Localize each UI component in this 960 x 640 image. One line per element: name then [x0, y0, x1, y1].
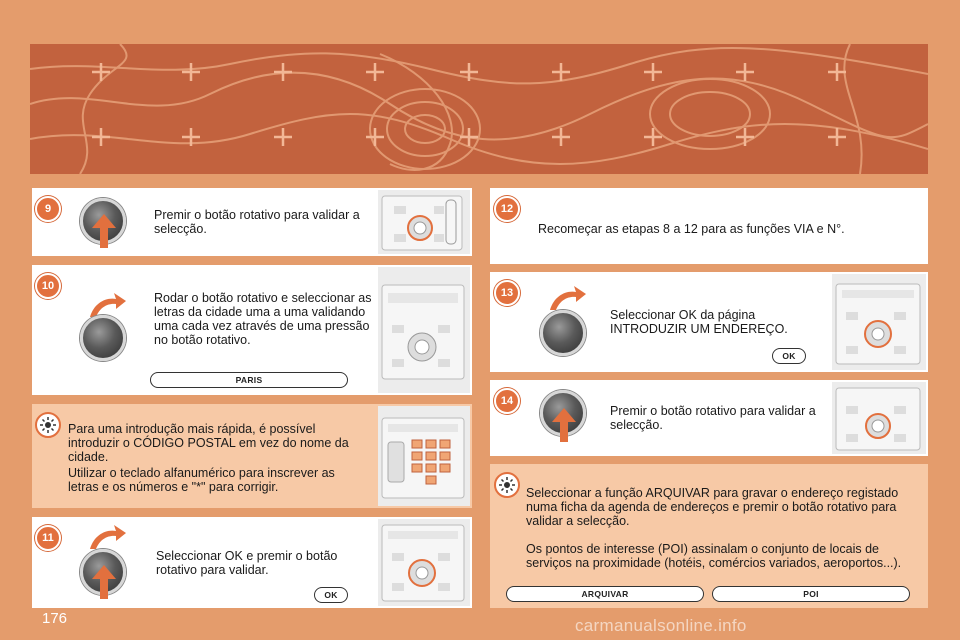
rotate-arrow-icon	[548, 284, 588, 312]
tip-sun-icon	[35, 412, 61, 438]
step-10-card	[32, 265, 472, 395]
watermark-text: carmanualsonline.info	[575, 616, 747, 635]
keypad-unit-image	[378, 406, 470, 506]
radio-unit-image	[832, 274, 926, 370]
tip-sun-icon	[494, 472, 520, 498]
paris-display-label: PARIS	[150, 372, 348, 388]
radio-unit-image	[378, 519, 470, 606]
tip-text-poi: Os pontos de interesse (POI) assinalam o conjunto de locais de serviços na proximidade (hotéis, comércios variados, aeroportos...).	[526, 542, 902, 570]
step-text: Premir o botão rotativo para validar a selecção.	[154, 208, 360, 236]
ok-display-label: OK	[772, 348, 806, 364]
press-arrow-icon	[92, 565, 116, 599]
step-number-badge: 14	[494, 388, 520, 414]
step-12-card	[490, 188, 928, 264]
step-14-card	[490, 380, 928, 456]
step-number-badge: 10	[35, 273, 61, 299]
step-text: Seleccionar OK e premir o botão rotativo para validar.	[156, 549, 338, 577]
step-number-badge: 13	[494, 280, 520, 306]
radio-unit-image	[832, 382, 926, 454]
rotate-arrow-icon	[88, 523, 128, 551]
tip-card-archive	[490, 464, 928, 608]
press-arrow-icon	[92, 214, 116, 248]
step-text: Seleccionar OK da página INTRODUZIR UM ENDEREÇO.	[610, 308, 788, 336]
ok-display-label: OK	[314, 587, 348, 603]
step-text: Premir o botão rotativo para validar a selecção.	[610, 404, 816, 432]
step-number-badge: 12	[494, 196, 520, 222]
arquivar-display-label: ARQUIVAR	[506, 586, 704, 602]
header-banner	[30, 44, 928, 174]
step-text: Recomeçar as etapas 8 a 12 para as funções VIA e N°.	[538, 222, 845, 236]
radio-unit-image	[378, 267, 470, 393]
step-text: Rodar o botão rotativo e seleccionar as letras da cidade uma a uma validando uma cada vez através de uma pressão no botão rotativo.	[154, 291, 372, 347]
radio-unit-image	[378, 190, 470, 254]
topographic-map-decoration	[30, 44, 928, 174]
step-13-card	[490, 272, 928, 372]
step-11-card	[32, 517, 472, 608]
page-number: 176	[42, 610, 68, 627]
tip-text-keyboard: Utilizar o teclado alfanumérico para inscrever as letras e os números e "*" para corrigir.	[68, 466, 335, 494]
tip-card-postal-code	[32, 404, 472, 508]
press-arrow-icon	[552, 408, 576, 442]
rotary-knob-icon	[540, 310, 586, 356]
step-9-card	[32, 188, 472, 256]
step-number-badge: 9	[35, 196, 61, 222]
tip-text-archive: Seleccionar a função ARQUIVAR para gravar o endereço registado numa ficha da agenda de endereços e premir o botão rotativo para validar a selecção.	[526, 486, 899, 528]
poi-display-label: POI	[712, 586, 910, 602]
rotary-knob-icon	[80, 315, 126, 361]
step-number-badge: 11	[35, 525, 61, 551]
tip-text-postal: Para uma introdução mais rápida, é possível introduzir o CÓDIGO POSTAL em vez do nome da cidade.	[68, 422, 349, 464]
